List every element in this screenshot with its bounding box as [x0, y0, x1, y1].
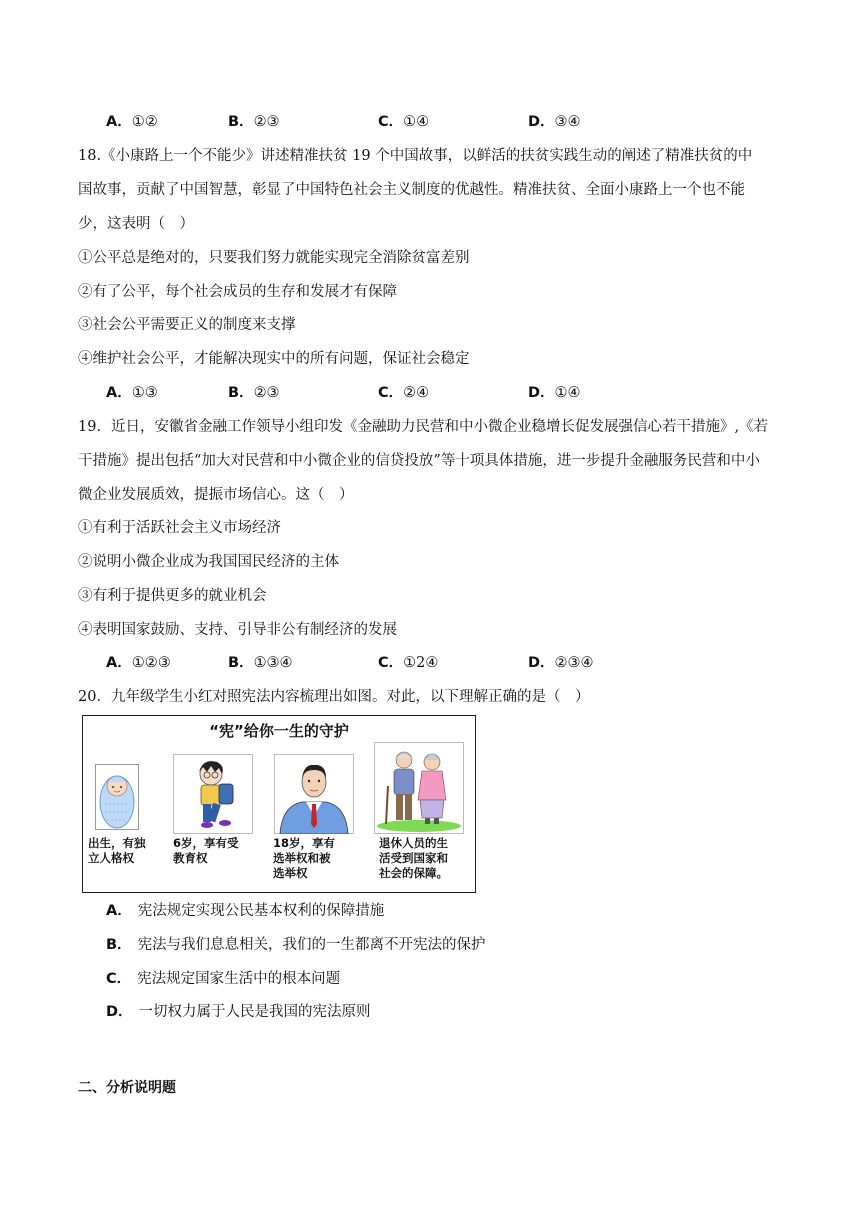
q18-option-c[interactable]: C．②④ [378, 385, 430, 401]
q20-choice-a[interactable]: A． 宪法规定实现公民基本权利的保障措施 [106, 903, 385, 919]
caption-retirement: 退休人员的生 活受到国家和 社会的保障。 [379, 836, 448, 880]
q18-item-2: ②有了公平，每个社会成员的生存和发展才有保障 [78, 284, 397, 300]
q17-option-a[interactable]: A．①② [106, 114, 158, 130]
q18-item-3: ③社会公平需要正义的制度来支撑 [78, 317, 296, 333]
q20-choice-b[interactable]: B． 宪法与我们息息相关，我们的一生都离不开宪法的保护 [106, 937, 486, 953]
caption-age-18: 18岁，享有 选举权和被 选举权 [273, 836, 336, 880]
baby-illustration [95, 764, 139, 830]
section-heading: 二、分析说明题 [78, 1080, 176, 1096]
figure-title: “宪”给你一生的守护 [209, 722, 349, 740]
caption-birth: 出生，有独 立人格权 [88, 836, 146, 865]
elderly-couple-illustration [374, 742, 464, 834]
q18-options [106, 383, 806, 403]
q19-option-a[interactable]: A．①②③ [106, 655, 171, 671]
q20-stem: 20．九年级学生小红对照宪法内容梳理出如图。对此，以下理解正确的是（ ） [78, 689, 590, 705]
q17-options [106, 112, 806, 132]
q19-stem-line-2: 干措施》提出包括“加大对民营和中小微企业的信贷投放”等十项具体措施，进一步提升金融服务民营和中小 [78, 453, 760, 469]
q19-option-c[interactable]: C．①2④ [378, 655, 439, 671]
adult-illustration [274, 754, 354, 834]
q19-item-2: ②说明小微企业成为我国国民经济的主体 [78, 554, 339, 570]
q19-option-d[interactable]: D．②③④ [528, 655, 594, 671]
q17-option-b[interactable]: B．②③ [228, 114, 280, 130]
q18-item-1: ①公平总是绝对的，只要我们努力就能实现完全消除贫富差别 [78, 250, 470, 266]
q19-option-b[interactable]: B．①③④ [228, 655, 293, 671]
caption-age-6: 6岁，享有受 教育权 [173, 836, 239, 865]
q19-stem-line-1: 19．近日，安徽省金融工作领导小组印发《金融助力民营和中小微企业稳增长促发展强信心若干措施》,《若 [78, 419, 769, 435]
q20-choice-d[interactable]: D． 一切权力属于人民是我国的宪法原则 [106, 1004, 371, 1020]
q20-choice-c[interactable]: C． 宪法规定国家生活中的根本问题 [106, 971, 341, 987]
q19-item-3: ③有利于提供更多的就业机会 [78, 588, 267, 604]
q17-option-c[interactable]: C．①④ [378, 114, 430, 130]
q18-option-d[interactable]: D．①④ [528, 385, 581, 401]
q18-stem-line-2: 国故事，贡献了中国智慧，彰显了中国特色社会主义制度的优越性。精准扶贫、全面小康路上一个也不能 [78, 182, 745, 198]
q18-option-b[interactable]: B．②③ [228, 385, 280, 401]
q18-item-4: ④维护社会公平，才能解决现实中的所有问题，保证社会稳定 [78, 351, 470, 367]
student-illustration [173, 754, 253, 834]
constitution-lifecycle-figure [82, 715, 476, 893]
q18-stem-line-1: 18.《小康路上一个不能少》讲述精准扶贫 19 个中国故事，以鲜活的扶贫实践生动的阐述了精准扶贫的中 [78, 148, 753, 164]
q17-option-d[interactable]: D．③④ [528, 114, 581, 130]
q19-options [106, 653, 806, 673]
q19-item-4: ④表明国家鼓励、支持、引导非公有制经济的发展 [78, 622, 397, 638]
q18-stem-line-3: 少，这表明（ ） [78, 216, 194, 232]
q18-option-a[interactable]: A．①③ [106, 385, 158, 401]
q19-stem-line-3: 微企业发展质效，提振市场信心。这（ ） [78, 487, 354, 503]
q19-item-1: ①有利于活跃社会主义市场经济 [78, 520, 281, 536]
